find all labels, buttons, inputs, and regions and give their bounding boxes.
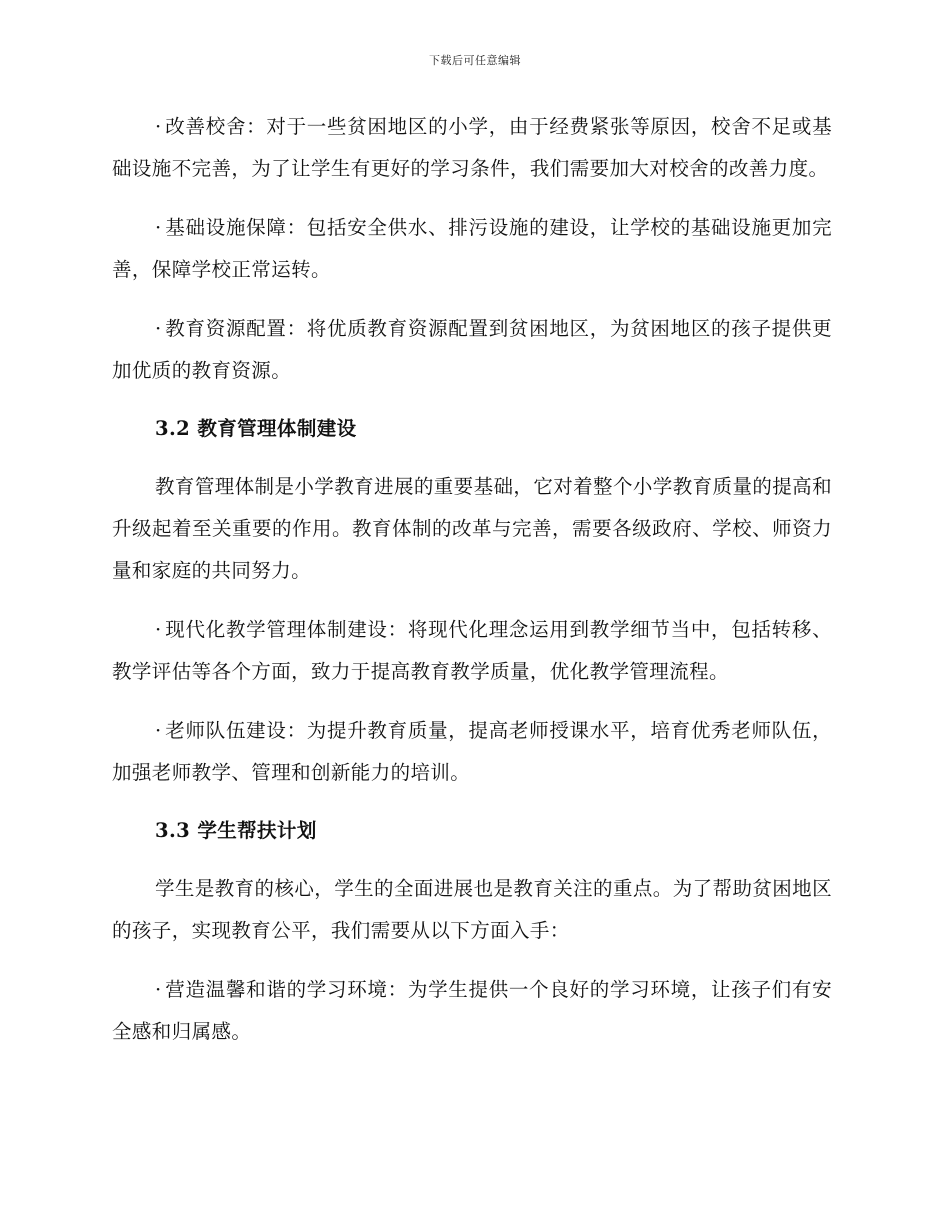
bullet-paragraph-modern-management [112, 609, 832, 693]
section-heading-3-2: 3.2 教育管理体制建设 [155, 417, 357, 440]
paragraph-text: 营造温馨和谐的学习环境：为学生提供一个良好的学习环境，让孩子们有安全感和归属感。 [112, 978, 832, 1043]
paragraph-text: 老师队伍建设：为提升教育质量，提高老师授课水平，培育优秀老师队伍，加强老师教学、管理和创新能力的培训。 [112, 719, 832, 784]
bullet-marker: · [155, 216, 162, 239]
paragraph-student-support: 学生是教育的核心，学生的全面进展也是教育关注的重点。为了帮助贫困地区的孩子，实现教育公平，我们需要从以下方面入手： [112, 877, 832, 942]
bullet-paragraph-infrastructure [112, 207, 832, 291]
bullet-marker: · [155, 618, 162, 641]
paragraph-text: 基础设施保障：包括安全供水、排污设施的建设，让学校的基础设施更加完善，保障学校正常运转。 [112, 216, 832, 281]
bullet-marker: · [155, 978, 162, 1001]
bullet-paragraph-improve-schools [112, 106, 832, 190]
section-heading-3-3: 3.3 学生帮扶计划 [155, 819, 317, 842]
bullet-marker: · [155, 115, 162, 138]
page-header: 下载后可任意编辑 [429, 54, 521, 67]
paragraph-text: 改善校舍：对于一些贫困地区的小学，由于经费紧张等原因，校舍不足或基础设施不完善，为了让学生有更好的学习条件，我们需要加大对校舍的改善力度。 [112, 115, 832, 180]
bullet-paragraph-resources [112, 308, 832, 392]
paragraph-text: 教育资源配置：将优质教育资源配置到贫困地区，为贫困地区的孩子提供更加优质的教育资源。 [112, 317, 832, 382]
paragraph-management-system: 教育管理体制是小学教育进展的重要基础，它对着整个小学教育质量的提高和升级起着至关重要的作用。教育体制的改革与完善，需要各级政府、学校、师资力量和家庭的共同努力。 [112, 475, 832, 582]
bullet-marker: · [155, 719, 162, 742]
bullet-paragraph-teacher-team [112, 710, 832, 794]
bullet-marker: · [155, 317, 162, 340]
document-body [112, 106, 832, 1070]
bullet-paragraph-learning-environment [112, 969, 832, 1053]
paragraph-text: 现代化教学管理体制建设：将现代化理念运用到教学细节当中，包括转移、教学评估等各个方面，致力于提高教育教学质量，优化教学管理流程。 [112, 618, 832, 683]
